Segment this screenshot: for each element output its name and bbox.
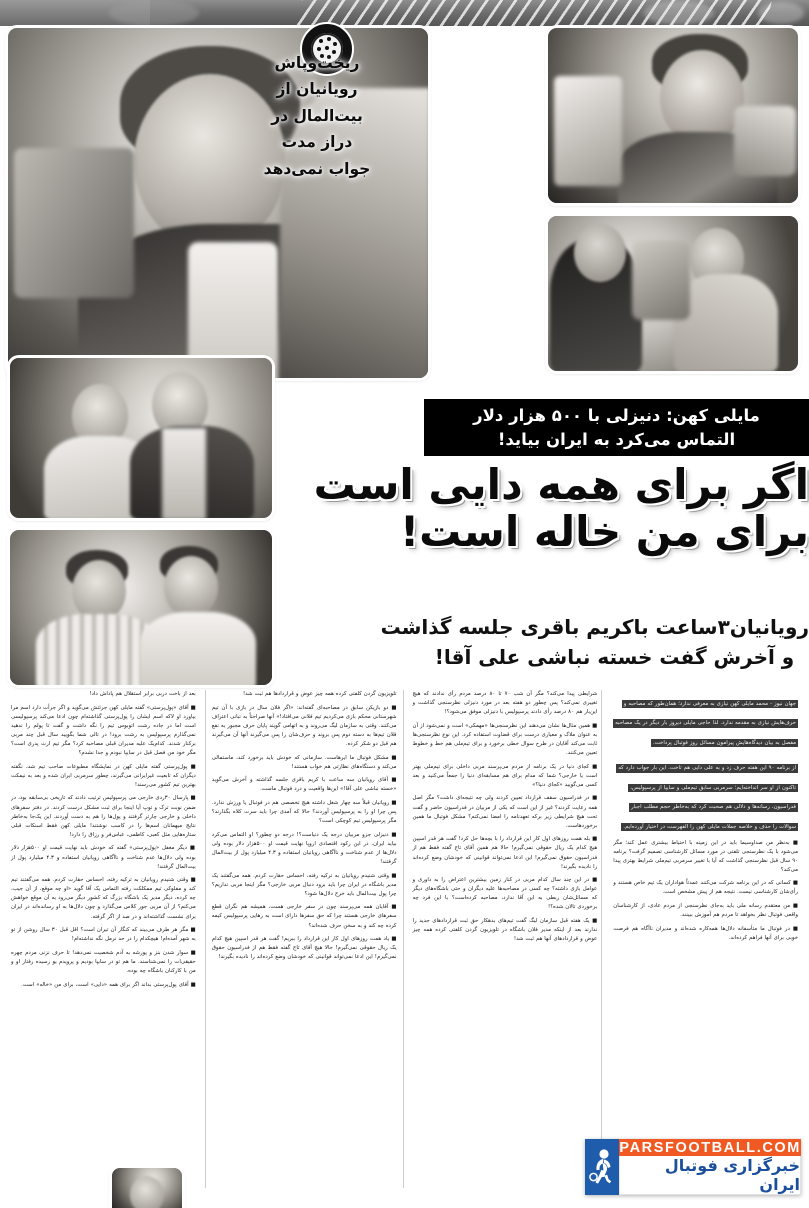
paragraph: ■ آقای رویانیان سه ساعت با کریم باقری جلسه گذاشته و آخرش می‌گوید «خسته نباشی علی آقا!» این‌ها واقعیت و درد فوتبال ماست. (211, 777, 397, 793)
photo-left-two-men-plaid-shirt (10, 530, 272, 685)
watermark-domain[interactable]: PARSFOOTBALL.COM (619, 1139, 801, 1156)
lead-paragraph-1: جهان نیوز - محمد مایلی کهن نیازی به معرفی ندارد؛ همان‌طور که مصاحبه و حرف‌هایش نیازی به مقدمه ندارد. لذا حاجی مایلی دیروز بار دیگر در یک مصاحبه مفصل به بیان دیدگاه‌هایش پیرامون مسائل روز فوتبال پرداخت. (615, 701, 796, 746)
watermark-text-block (619, 1139, 801, 1195)
watermark-persian-name: خبرگزاری فوتبال ایران (619, 1156, 801, 1195)
paragraph: ■ در فوتبال ما متأسفانه دلال‌ها همه‌کاره شده‌اند و مدیران ناآگاه هم فرصت خوبی برای آنها فراهم کرده‌اند. (613, 925, 798, 941)
kicker-line-4: دراز مدت (281, 133, 353, 152)
paragraph: ■ همین مثال‌ها نشان می‌دهند این نظرسنجی‌ها «مهمکی» است و نمی‌شود از آن به عنوان ملاک و معیاری درست برای قضاوت استفاده کرد. این نوع نظرسنجی‌ها ثابت می‌کند آقایان در طرح سوال خطی برخورد و برای تیم‌ملی هم خط و خطوط تعیین می‌کنند. (412, 722, 598, 757)
paragraph: ■ دو بازیکن سابق در مصاحبه‌ای گفته‌اند: «اگر فلان سال در بازی با آن تیم شهرستانی محکم بازی می‌کردیم تیم فلانی می‌افتاد!» آنها صراحتاً به تبانی اعتراف می‌کنند. وقتی به سازمان لیگ می‌روند و به اتهامی گویند پایان حرف مجبور به نفع قلان تیم‌ها به دسته دوم پس بروند و حرف‌شان را پس می‌گیرند آنها آن می‌گیرند هم قبل دو شکر کرده. (211, 704, 397, 747)
paragraph: ■ دیگر مغفل «پول‌پرستی» گفته که خودش باید نهایت قیمت او ۵۰۰هزار دلار بوده ولی دلال‌ها عدم شناخت و ناآگاهی رویانیان استفاده و ۴.۳ میلیارد پول از بیت‌المال گرفتند! (11, 845, 196, 870)
paragraph: ■ سوار شدن بنز و پورشه به آدم شخصیت نمی‌دهد! تا حرف نزنی مردم چهره حقیقی‌ات را نمی‌شناسند. ما هم تو در سایپا بودیم و پرویدم یو رسیده رفتار او و من با کارکنان باشگاه چه بوده. (11, 949, 196, 975)
paragraph: ■ مشکل فوتبال ما ایرهاست. سازمانی که خودش باید برخورد کند، ماستمالی می‌کند و دستگاه‌های نظارتی هم خواب هستند! (211, 754, 397, 770)
lead-paragraph-2: از برنامه ۹۰ این هفته حرف زد و به علی دایی هم تاخت. این بار جواب دارد که تاکنون از او سر انداخته‌ایم؛ سرمربی سابق تیم‌ملی و سایپا از پرسپولیس، فدراسیون، رسانه‌ها و دلالی هم صحبت کرد که به‌خاطر حجم مطلب اجبار سوالات را حذف و خلاصه جملات مایلی کهن را الفهرست در اختیار آورده‌ایم. (618, 765, 796, 830)
paragraph: ■ مگر هر طرف می‌بیند که کنگار آن تیران است؟ اقل قبل ۳۰ سال روشن از تو به شهر آمده‌ام! هیچکدام را در حد نرمل نگه نداشته‌ام! (11, 927, 196, 943)
masthead-blob-3 (109, 0, 199, 26)
masthead-blob-2 (644, 1, 714, 25)
paragraph: ■ در فدراسیون سقف قرارداد تعیین کردند ولی چه نتیجه‌ای داشت؟ مگر اصل همه رعایت کردند؟ غیر از این است که یکی از مربیان در فدراسیون حاضر و گفت تحت هیچ شرایطی زیر برکه تعهدنامه را امضا نمی‌کنم؟ مشکل فوتبال ما همین برخوردهاست. (412, 795, 598, 829)
kicker-line-3: بیت‌المال در (271, 106, 363, 125)
paragraph: ■ آقای «پول‌پرستی» گفته مایلی کهن جرئتش می‌گوید و اگر جرأت دارد اسم مرا بیاورد او لاکه اسم ایشان را پول‌پرستی گذاشته‌ام چون ادعا می‌کند پرسپولیسی است اما در جاده رشت اتوبوس تیم را نگه داشت و گفت تا پولم را ندهید نمی‌گذارم پرسپولیس به رشت برود! در تالی شما بگویید سال قبل چند مربی برکنار شدند. کدام‌یک علیه مدیران قبلی مصاحبه کرد؟ مگر تیم ارث پدری است؟ مگر خود من فصل قبل در سایپا نبودم و جدا نشدم؟ (11, 704, 196, 757)
body-column-3 (410, 690, 601, 1190)
paragraph: ■ رویانیان قبلاً سه چهار شغل داشته هیچ تخصصی هم در فوتبال یا ورزش ندارد. پس چرا او را به پرسپولیس آوردند؟ حالا که آمدی چرا باید سرت کلاه بگذارند؟ مگر پرسپولیس تیم کوچکی است؟ (211, 799, 397, 825)
parsfootball-watermark[interactable] (593, 1139, 801, 1195)
body-column-1 (8, 690, 199, 1190)
black-banner-quote (424, 399, 809, 456)
photo-top-right-press-conference (548, 28, 798, 203)
main-headline-line-1: اگر برای همه دایی است (313, 460, 809, 509)
paragraph: ■ آقای پول‌پرستی بداند اگر برای همه «دایی» است، برای من «خاله» است. (21, 981, 196, 988)
paragraph: ■ به‌نظر من صداوسیما باید در این زمینه با احتیاط بیشتری عمل کند؛ مگر می‌شود با یک نظرسنجی تلفنی در مورد مسائل کارشناسی تصمیم گرفت؟ برنامه ۹۰ سال قبل نظرسنجی گذاشت که آیا با تغییر سرمربی تیم‌ملی شرایط بهتری پیدا می‌کند؟ (613, 839, 798, 873)
lead-highlight-block-2 (613, 755, 798, 833)
lead-highlight-block (613, 690, 798, 749)
paragraph: ■ پول‌پرستی گفته مایلی کهن در نمایشگاه مطبوعات صاحب تیم شد، نگفته دیگران که تابعیت غیرایرانی می‌گیرند، چطور سرمربی ایران شده و بعد به نیمکت بهترین تیم کشور می‌رسند! (11, 763, 196, 788)
photo-bottom-left-fragment (112, 1168, 182, 1208)
main-headline-line-2: برای من خاله است! (399, 507, 809, 557)
kicker-line-2: رویانیان از (276, 80, 358, 99)
paragraph: ■ کسانی که در این برنامه شرکت می‌کنند عمدتاً هواداران یک تیم خاص هستند و رأی‌شان کارشناسی نیست. نتیجه هم از پیش مشخص است. (613, 880, 798, 896)
paragraph: شرایطی پیدا می‌کند؟ مگر آن شب ۷۰ تا ۸۰ درصد مردم رأی ندادند که هیچ تغییری نمی‌کند؟ پس چطور دو هفته بعد در مورد دنیزلی نظرسنجی گذاشت و این‌بار هم ۸۰ درصد رأی دادند پرسپولیس با دنیزلی موفق می‌شود؟! (412, 691, 598, 716)
sub-headline-line-2: و آخرش گفت خسته نباشی علی آقا! (434, 645, 795, 669)
article-body-columns (8, 690, 801, 1190)
paragraph: ■ من معتقدم رسانه ملی باید به‌جای نظرسنجی از مردم عادی، از کارشناسان واقعی فوتبال نظر بخواهد تا مردم هم آموزش ببینند. (613, 903, 798, 919)
paragraph: تلویزیون گردن کلفتی کرده همه چیز عوض و قراردادها هم ثبت شد! (243, 691, 397, 697)
kicker-headline (257, 52, 377, 184)
paragraph: ■ یک هفته قبل سازمان لیگ گفت تیم‌های بدهکار حق ثبت قراردادهای جدید را ندارند بعد از اینکه مدیر فلان باشگاه در تلویزیون گردن کلفتی کرده همه چیز عوض و قراردادهای آنها هم ثبت شد! (412, 918, 598, 943)
kicker-line-1: ریخت‌وپاش (274, 54, 360, 72)
paragraph: ■ در این چند سال کدام مربی در کنار زمین بیشترین اعتراض را به داوری و عوامل بازی داشته؟ چه کسی در مصاحبه‌ها علیه دیگران و حتی باشگاه‌های دیگر که مسائل‌شان ربطی به این آقا ندارد، مصاحبه کرده‌است؟ با این فرد چه برخوردی تالان شده؟! (412, 877, 598, 911)
paragraph: ■ وقتی شنیدم رویانیان به ترکیه رفته، احساس حقارت کردم. همه می‌گفتند یک مدیر باشگاه در ایران چرا باید برود دنبال مربی خارجی؟ مگر اینجا مربی نداریم؟ چرا پول بیت‌المال باید خرج دلال‌ها شود؟ (211, 872, 397, 897)
paragraph: ■ دنیزلی جزو مربیان درجه یک دنیاست؟! درجه دو چطور؟ او التماس می‌کرد بیاید ایران. در این رکود اقتصادی اروپا نهایت قیمت او ۵۰۰هزار دلار بوده ولی دلال‌ها از عدم شناخت و ناآگاهی رویانیان استفاده و ۴.۳ میلیارد پول از بیت‌المال گرفتند! (211, 831, 397, 865)
paragraph: ■ وقتی شنیدم رویانیان به ترکیه رفته، احساس حقارت کردم. همه می‌گفتند تیم کند و مفلوکی تیم ممکلکت رفته التماس یک آقا گوید «او چه موقع، از آن جیب، چه کرده، دیگر مدیر یک باشگاه بزرگ که کشور دیگر می‌رود به آن موقع خواهش می‌کنم؟ از آن مربی جور کلاس می‌گذارد و چون دلال‌ها به او رسانده‌اند در ایران برای نشست گذاشته‌اند و در صد از اگر گرفته. (11, 877, 196, 920)
paragraph: بعد از باخت دربی برابر استقلال هم پاداش داد! (89, 691, 196, 697)
photo-left-two-men-standing (10, 358, 272, 518)
masthead-strip (0, 0, 809, 26)
paragraph: ■ پارسال ۳۰ردی خارجی می پرسپولیس ترتیب دادند که تاریخی بی‌سابقه بود، در ضمن نوبت ترک و توپ آیا اینجا برای ثبت مشکل درست کردند. در دفتر سفرهای داخلی و خارجی چارتر گرفتند و پول‌ها را هم به دست آوردند. این یک‌جا به‌خاطر نتایج میهمانان اسم‌ها را در کاسب نوشتند! مایلی کهن فقط اسنکات قبلی ستاره‌هایی مثل کعبی، کاظمی، عباس‌فر و رزاق را دارد! (11, 795, 196, 838)
sub-headline (380, 612, 809, 672)
photo-mid-right-handshake (548, 216, 798, 371)
sub-headline-line-1: رویانیان۳ساعت باکریم باقری جلسه گذاشت (380, 615, 809, 639)
kicker-line-5: جواب نمی‌دهد (263, 159, 371, 178)
black-banner-line-2: التماس می‌کرد به ایران بیاید! (497, 429, 736, 449)
paragraph: ■ یاد همت روزهای اول کار این قرارداد را ببریم! گفت هر قدر اسپین هیچ کدام یک ریال حقوقی نمی‌گیرم! حالا هیچ آقای تاج گفته فقط هم از فدراسیون حقوق نمی‌گیرم! این ادعا نمی‌تواند قوانینی که خودشان وضع کرده‌اند را نادیده بگیرند! (211, 936, 397, 961)
main-headline (313, 460, 809, 557)
body-column-4 (610, 690, 801, 1190)
football-player-icon (585, 1139, 619, 1195)
paragraph: ■ آقایان همه می‌پرسند چون در سفر خارجی هست، همیشه هم نگران قطع سفرهای خارجی هستند چرا که حق سفرها دارای است به رهایی پرسپولیس کیمه کرده چه کند و به سخن حرف شده‌اند؟ (211, 904, 397, 929)
paragraph: ■ کجای دنیا در یک برنامه از مردم می‌پرسند مربی داخلی برای تیم‌ملی بهتر است یا خارجی؟ شما که مدام برای هم مسابقه‌ای دنیا را جمعاً می‌کنید و بعد کسی می‌گویید «کجای دنیا؟» (412, 763, 598, 788)
body-column-2 (209, 690, 400, 1190)
paragraph: ■ بله همت روزهای اول کار این قرارداد را با بچه‌ها حل کرد! گفت هر قدر اسپین هیچ کدام یک ریال حقوقی نمی‌گیرم! حالا هم همین آقای تاج گفته فقط هم از فدراسیون حقوق نمی‌گیرم! این ادعا نمی‌تواند قوانینی که خودشان وضع کرده‌اند را نادیده بگیرند! (412, 836, 598, 870)
masthead-blob-1 (758, 2, 804, 24)
black-banner-line-1: مایلی کهن: دنیزلی با ۵۰۰ هزار دلار (473, 405, 760, 425)
